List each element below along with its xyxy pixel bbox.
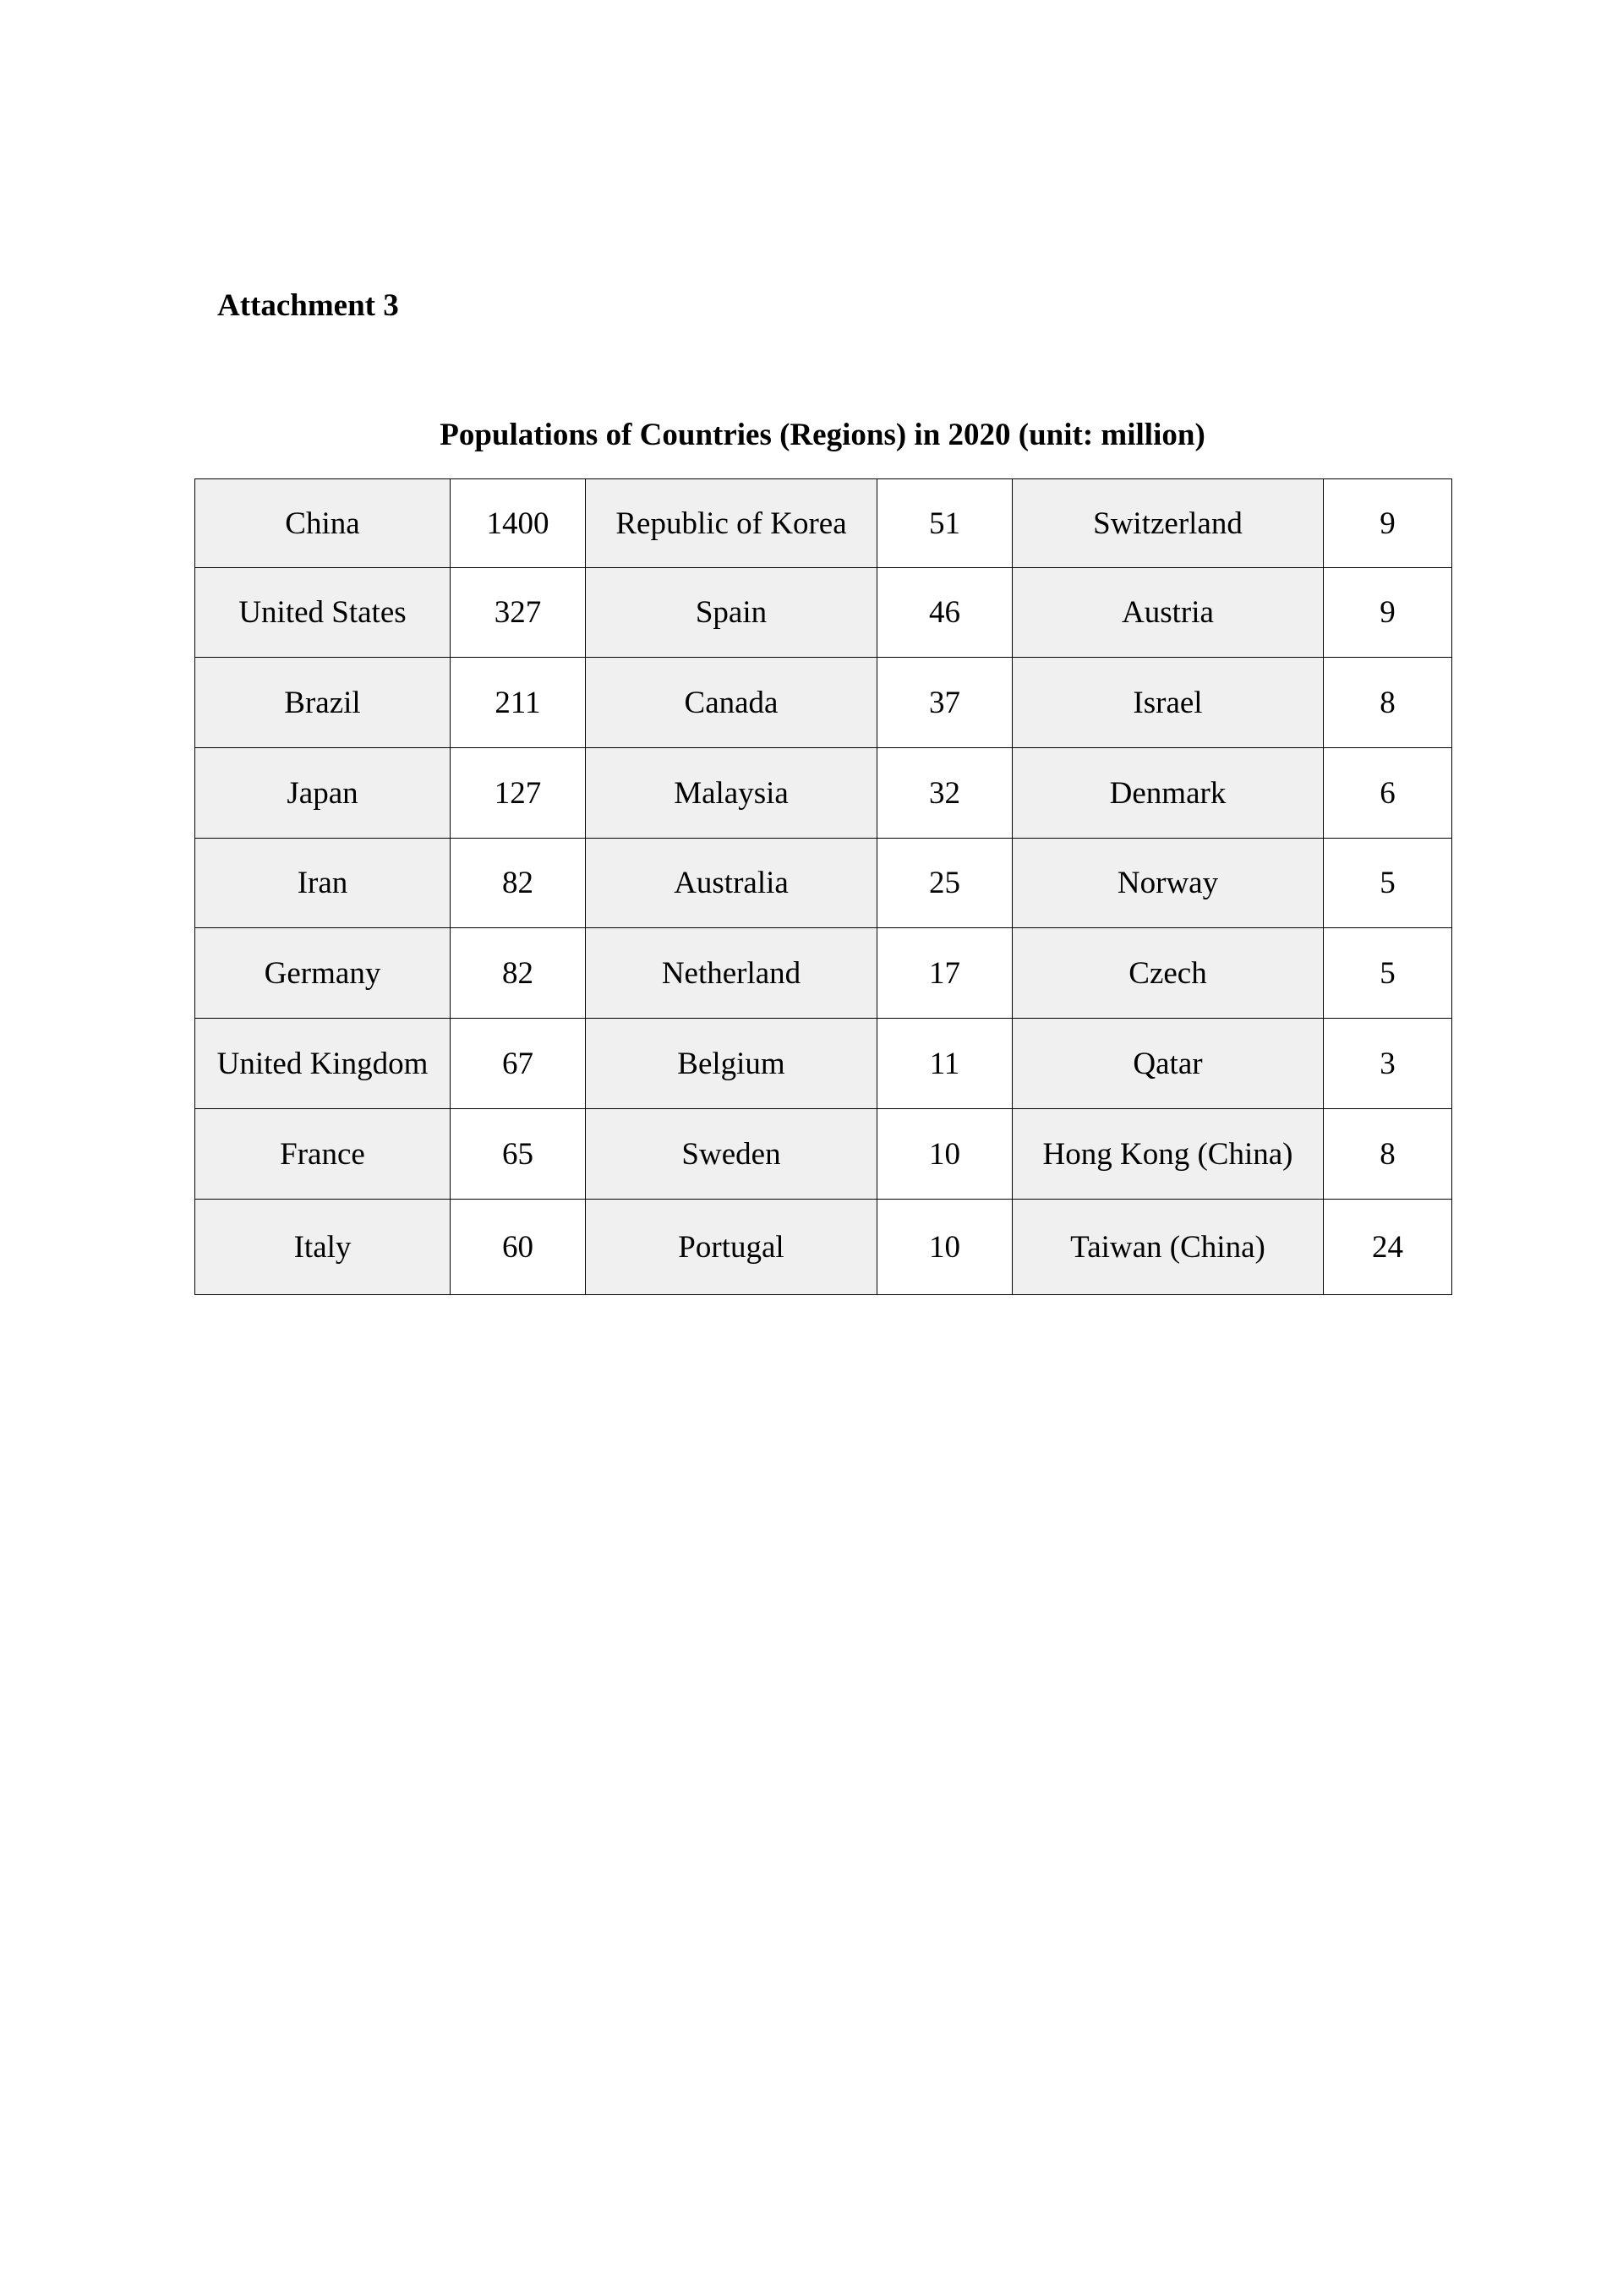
country-name-cell: Czech — [1013, 928, 1324, 1019]
population-value-cell: 9 — [1324, 479, 1452, 568]
country-name-cell: Austria — [1013, 568, 1324, 658]
country-name-cell: United States — [195, 568, 451, 658]
country-name-cell: Hong Kong (China) — [1013, 1109, 1324, 1200]
population-value-cell: 37 — [877, 658, 1013, 748]
table-row — [195, 1109, 1452, 1200]
population-value-cell: 8 — [1324, 658, 1452, 748]
country-name-cell: Australia — [586, 839, 877, 928]
country-name-cell: France — [195, 1109, 451, 1200]
country-name-cell: Qatar — [1013, 1019, 1324, 1109]
table-row — [195, 1019, 1452, 1109]
country-name-cell: Italy — [195, 1200, 451, 1295]
country-name-cell: Taiwan (China) — [1013, 1200, 1324, 1295]
population-value-cell: 8 — [1324, 1109, 1452, 1200]
country-name-cell: Sweden — [586, 1109, 877, 1200]
population-value-cell: 127 — [451, 748, 586, 839]
population-value-cell: 25 — [877, 839, 1013, 928]
population-value-cell: 24 — [1324, 1200, 1452, 1295]
country-name-cell: United Kingdom — [195, 1019, 451, 1109]
country-name-cell: Republic of Korea — [586, 479, 877, 568]
population-value-cell: 82 — [451, 928, 586, 1019]
table-row — [195, 839, 1452, 928]
table-row — [195, 928, 1452, 1019]
table-row — [195, 568, 1452, 658]
population-value-cell: 65 — [451, 1109, 586, 1200]
population-value-cell: 82 — [451, 839, 586, 928]
table-row — [195, 748, 1452, 839]
population-value-cell: 51 — [877, 479, 1013, 568]
attachment-heading: Attachment 3 — [217, 288, 399, 323]
country-name-cell: Israel — [1013, 658, 1324, 748]
population-value-cell: 211 — [451, 658, 586, 748]
population-value-cell: 6 — [1324, 748, 1452, 839]
country-name-cell: Malaysia — [586, 748, 877, 839]
table-row — [195, 479, 1452, 568]
country-name-cell: Spain — [586, 568, 877, 658]
population-table — [194, 478, 1452, 1295]
country-name-cell: Norway — [1013, 839, 1324, 928]
population-value-cell: 1400 — [451, 479, 586, 568]
population-value-cell: 9 — [1324, 568, 1452, 658]
table-row — [195, 658, 1452, 748]
population-value-cell: 327 — [451, 568, 586, 658]
country-name-cell: Belgium — [586, 1019, 877, 1109]
country-name-cell: Japan — [195, 748, 451, 839]
population-value-cell: 5 — [1324, 839, 1452, 928]
country-name-cell: Netherland — [586, 928, 877, 1019]
population-value-cell: 67 — [451, 1019, 586, 1109]
population-value-cell: 10 — [877, 1109, 1013, 1200]
table-title: Populations of Countries (Regions) in 2020 (unit: million) — [440, 418, 1205, 452]
country-name-cell: China — [195, 479, 451, 568]
population-value-cell: 46 — [877, 568, 1013, 658]
population-value-cell: 17 — [877, 928, 1013, 1019]
country-name-cell: Germany — [195, 928, 451, 1019]
population-value-cell: 10 — [877, 1200, 1013, 1295]
population-value-cell: 3 — [1324, 1019, 1452, 1109]
table-row — [195, 1200, 1452, 1295]
country-name-cell: Denmark — [1013, 748, 1324, 839]
population-value-cell: 60 — [451, 1200, 586, 1295]
country-name-cell: Iran — [195, 839, 451, 928]
country-name-cell: Portugal — [586, 1200, 877, 1295]
population-value-cell: 32 — [877, 748, 1013, 839]
country-name-cell: Canada — [586, 658, 877, 748]
country-name-cell: Brazil — [195, 658, 451, 748]
population-value-cell: 5 — [1324, 928, 1452, 1019]
country-name-cell: Switzerland — [1013, 479, 1324, 568]
population-value-cell: 11 — [877, 1019, 1013, 1109]
